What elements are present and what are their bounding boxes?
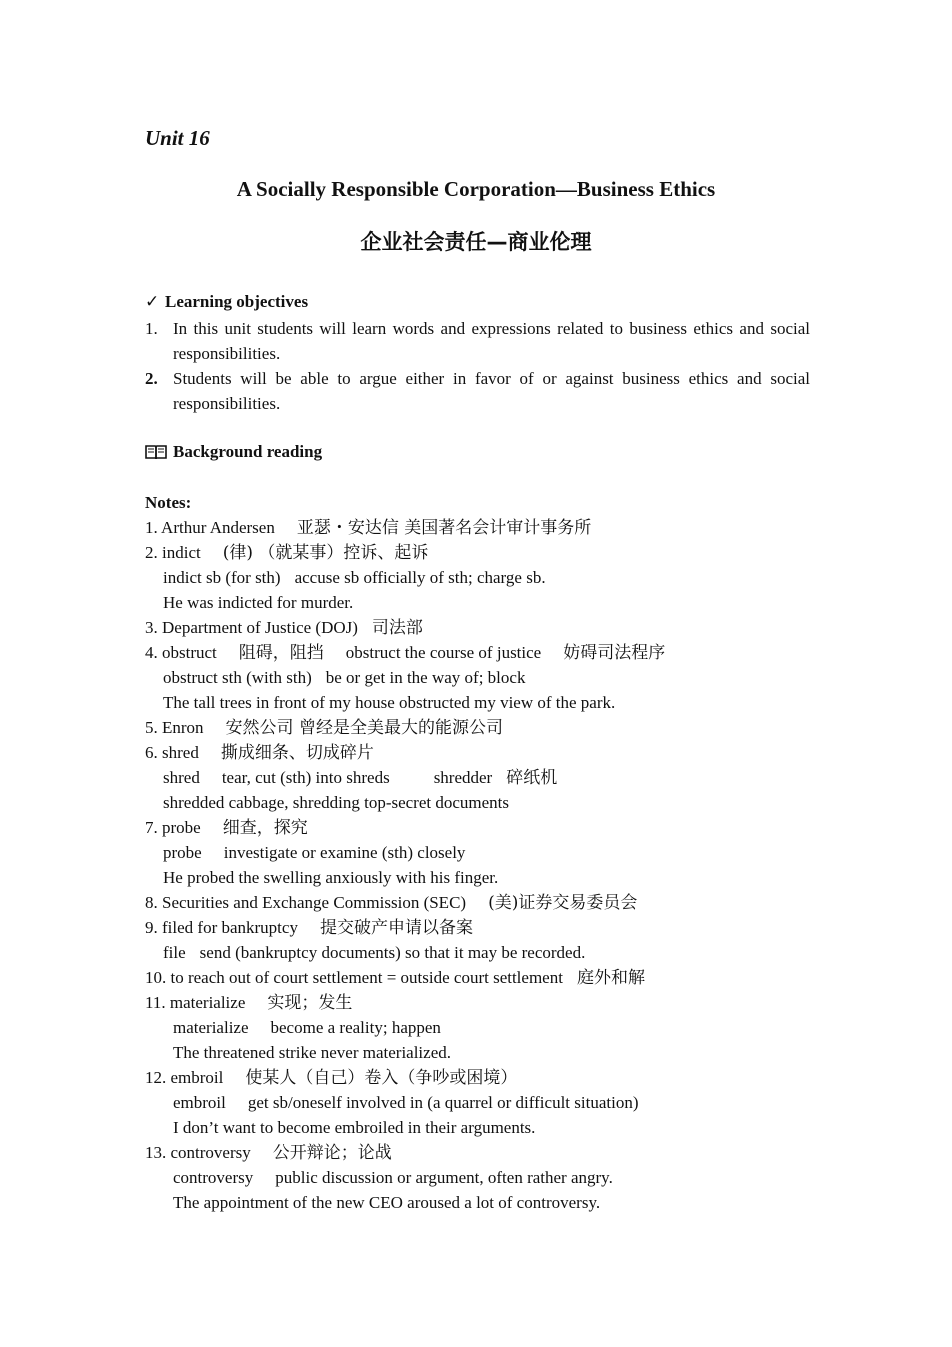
note-translation: 阻碍，阻挡 <box>238 643 324 663</box>
note-translation: 实现；发生 <box>267 993 353 1013</box>
note-definition <box>145 840 845 865</box>
definition-text: be or get in the way of; block <box>325 668 526 687</box>
note-example: I don’t want to become embroiled in their arguments. <box>173 1118 536 1137</box>
background-reading-heading <box>145 442 322 462</box>
definition-term: obstruct sth (with sth) <box>163 668 312 687</box>
note-term: 6. shred <box>145 743 199 762</box>
definition-term: file <box>163 943 186 962</box>
definition-text: tear, cut (sth) into shreds <box>221 768 390 787</box>
note-translation: 提交破产申请以备案 <box>319 918 473 938</box>
note-entry <box>145 615 845 640</box>
note-entry <box>145 915 845 940</box>
note-example: The threatened strike never materialized. <box>173 1043 451 1062</box>
note-term: 10. to reach out of court settlement = outside court settlement <box>145 968 563 987</box>
note-term: 11. materialize <box>145 993 246 1012</box>
objective-number: 1. <box>145 319 158 338</box>
objective-item <box>145 366 810 416</box>
chinese-title: 企业社会责任—商业伦理 <box>360 230 592 254</box>
note-entry <box>145 1065 845 1090</box>
note-term: 5. Enron <box>145 718 204 737</box>
note-translation: 司法部 <box>371 618 423 638</box>
note-term: 7. probe <box>145 818 201 837</box>
note-translation: (律) （就某事）控诉、起诉 <box>222 543 429 563</box>
note-entry <box>145 715 845 740</box>
checkmark-icon: ✓ <box>145 292 160 312</box>
note-term: 13. controversy <box>145 1143 251 1162</box>
note-entry <box>145 515 845 540</box>
note-translation: 亚瑟・安达信 美国著名会计审计事务所 <box>296 518 592 538</box>
objective-item <box>145 316 810 366</box>
note-term: 2. indict <box>145 543 201 562</box>
note-definition <box>145 1015 845 1040</box>
definition-term: shred <box>163 768 200 787</box>
note-example: The appointment of the new CEO aroused a lot of controversy. <box>173 1193 601 1212</box>
definition-term: probe <box>163 843 202 862</box>
main-title: A Socially Responsible Corporation—Business Ethics <box>236 177 716 201</box>
definition-text: become a reality; happen <box>270 1018 441 1037</box>
note-example: The tall trees in front of my house obstructed my view of the park. <box>163 693 616 712</box>
learning-objectives-label: Learning objectives <box>165 292 309 311</box>
related-term-translation: 碎纸机 <box>506 768 558 788</box>
note-phrase-translation: 妨碍司法程序 <box>563 643 666 663</box>
definition-text: get sb/oneself involved in (a quarrel or difficult situation) <box>247 1093 639 1112</box>
note-example: shredded cabbage, shredding top-secret documents <box>163 793 510 812</box>
related-term: shredder <box>433 768 493 787</box>
definition-text: send (bankruptcy documents) so that it may be recorded. <box>199 943 586 962</box>
note-term: 12. embroil <box>145 1068 224 1087</box>
background-reading-label: Background reading <box>173 442 323 461</box>
note-entry <box>145 540 845 565</box>
note-example: He probed the swelling anxiously with his finger. <box>163 868 499 887</box>
note-example: He was indicted for murder. <box>163 593 354 612</box>
open-book-icon <box>145 444 167 460</box>
note-entry <box>145 965 845 990</box>
definition-term: materialize <box>173 1018 249 1037</box>
note-translation: 细查，探究 <box>222 818 308 838</box>
note-entry <box>145 990 845 1015</box>
objective-text: Students will be able to argue either in favor of or against business ethics and social responsibilities. <box>173 369 810 413</box>
note-entry <box>145 740 845 765</box>
notes-heading: Notes: <box>145 493 192 512</box>
note-definition <box>145 665 845 690</box>
note-definition <box>145 765 845 790</box>
definition-term: indict sb (for sth) <box>163 568 281 587</box>
unit-title: Unit 16 <box>145 126 210 150</box>
note-entry <box>145 1140 845 1165</box>
note-translation: 庭外和解 <box>576 968 645 988</box>
note-term: 8. Securities and Exchange Commission (SEC) <box>145 893 467 912</box>
definition-term: controversy <box>173 1168 254 1187</box>
objectives-list <box>145 316 810 416</box>
note-translation: 公开辩论；论战 <box>272 1143 392 1163</box>
note-term: 9. filed for bankruptcy <box>145 918 298 937</box>
note-translation: (美)证券交易委员会 <box>488 893 638 913</box>
notes-section <box>145 490 845 1215</box>
note-translation: 安然公司 曾经是全美最大的能源公司 <box>225 718 503 738</box>
note-translation: 撕成细条、切成碎片 <box>220 743 374 763</box>
objective-text: In this unit students will learn words and expressions related to business ethics and social responsibilities. <box>173 319 810 363</box>
definition-text: investigate or examine (sth) closely <box>223 843 466 862</box>
note-phrase: obstruct the course of justice <box>345 643 542 662</box>
note-entry <box>145 815 845 840</box>
note-entry <box>145 640 845 665</box>
note-definition <box>145 940 845 965</box>
note-definition <box>145 565 845 590</box>
note-term: 1. Arthur Andersen <box>145 518 275 537</box>
definition-term: embroil <box>173 1093 226 1112</box>
note-translation: 使某人（自己）卷入（争吵或困境） <box>245 1068 518 1088</box>
definition-text: accuse sb officially of sth; charge sb. <box>294 568 546 587</box>
note-definition <box>145 1090 845 1115</box>
objective-number: 2. <box>145 369 158 388</box>
note-term: 3. Department of Justice (DOJ) <box>145 618 358 637</box>
note-entry <box>145 890 845 915</box>
note-definition <box>145 1165 845 1190</box>
note-term: 4. obstruct <box>145 643 217 662</box>
learning-objectives-heading <box>145 292 308 312</box>
definition-text: public discussion or argument, often rather angry. <box>275 1168 613 1187</box>
